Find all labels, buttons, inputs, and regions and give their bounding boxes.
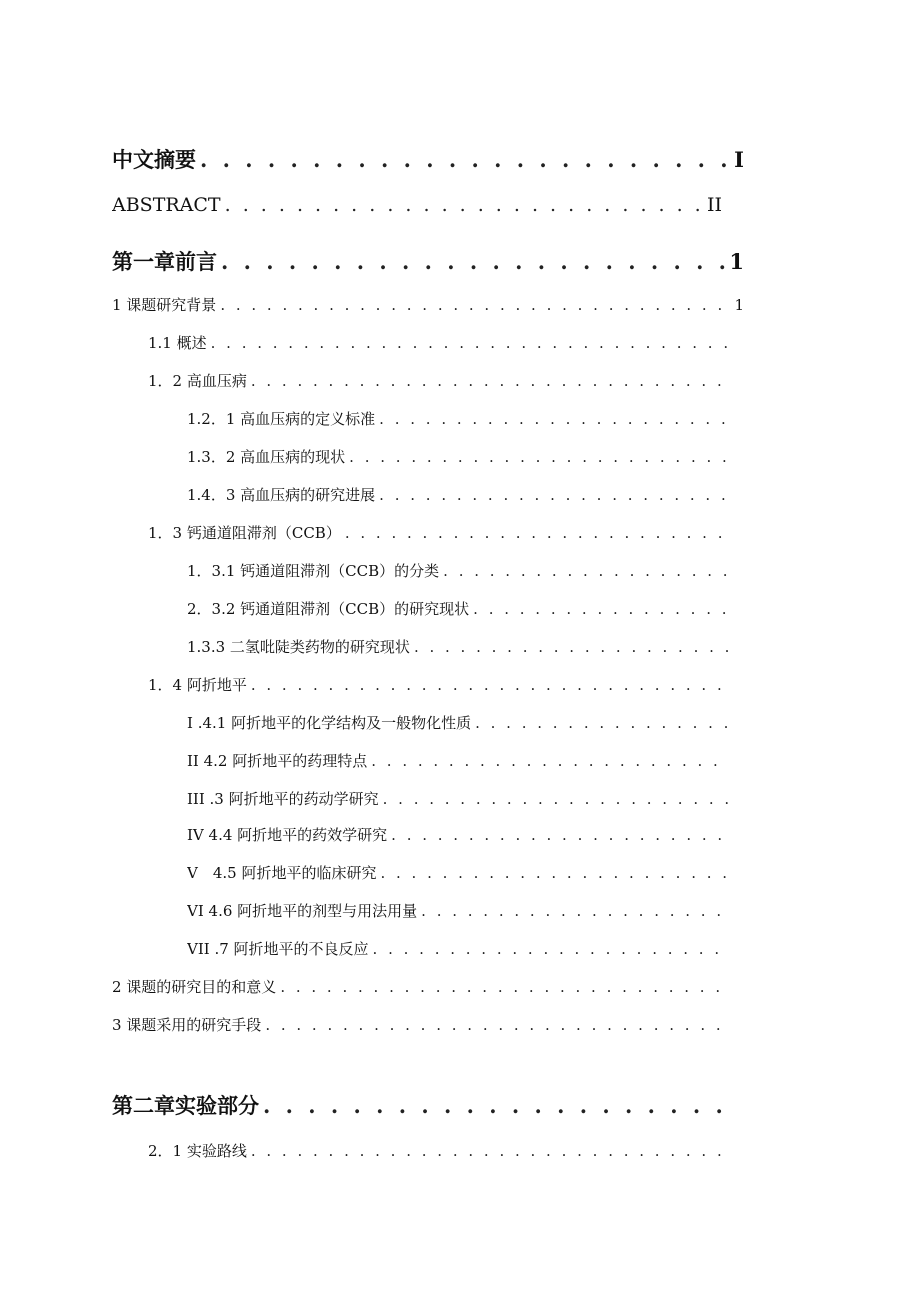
dot-leader xyxy=(265,1016,730,1034)
toc-entry[interactable] xyxy=(112,1014,732,1035)
dot-leader xyxy=(443,562,730,580)
dot-leader xyxy=(349,448,730,466)
dot-leader xyxy=(383,790,730,808)
toc-entry[interactable] xyxy=(187,750,732,771)
toc-entry[interactable] xyxy=(112,246,744,276)
toc-entry-title: II 4.2 阿折地平的药理特点 xyxy=(187,752,368,770)
toc-entry-title: 第二章实验部分 xyxy=(112,1093,259,1118)
toc-entry[interactable] xyxy=(112,144,744,174)
toc-entry[interactable] xyxy=(148,522,732,543)
toc-entry-page: 1 xyxy=(734,296,744,314)
toc-entry[interactable] xyxy=(187,446,732,467)
toc-entry-page: II xyxy=(706,194,722,216)
toc-entry[interactable] xyxy=(187,938,732,959)
toc-entry-title: 中文摘要 xyxy=(112,147,196,172)
toc-entry[interactable] xyxy=(112,294,744,315)
toc-entry-title: V 4.5 阿折地平的临床研究 xyxy=(187,864,377,882)
toc-entry-title: 2 课题的研究目的和意义 xyxy=(112,978,277,996)
toc-entry[interactable] xyxy=(187,900,732,921)
dot-leader xyxy=(200,147,732,172)
toc-entry[interactable] xyxy=(148,674,732,695)
dot-leader xyxy=(251,1142,730,1160)
dot-leader xyxy=(280,978,730,996)
toc-entry-title: VI 4.6 阿折地平的剂型与用法用量 xyxy=(187,902,418,920)
toc-entry-title: 2．1 实验路线 xyxy=(148,1142,247,1160)
dot-leader xyxy=(379,410,730,428)
dot-leader xyxy=(345,524,730,542)
toc-entry-title: 1．2 高血压病 xyxy=(148,372,247,390)
toc-entry-title: III .3 阿折地平的药动学研究 xyxy=(187,790,379,808)
toc-entry[interactable] xyxy=(148,332,740,353)
dot-leader xyxy=(380,864,730,882)
toc-entry[interactable] xyxy=(187,408,732,429)
toc-entry-title: ABSTRACT xyxy=(112,194,221,216)
toc-entry-page: 1 xyxy=(729,249,744,274)
dot-leader xyxy=(373,940,730,958)
toc-entry[interactable] xyxy=(187,560,732,581)
toc-entry[interactable] xyxy=(112,194,722,216)
toc-entry[interactable] xyxy=(148,1140,732,1161)
dot-leader xyxy=(211,334,738,352)
toc-entry-title: 3 课题采用的研究手段 xyxy=(112,1016,262,1034)
toc-entry[interactable] xyxy=(187,788,732,809)
dot-leader xyxy=(414,638,730,656)
dot-leader xyxy=(371,752,730,770)
dot-leader xyxy=(475,714,730,732)
toc-entry[interactable] xyxy=(187,598,732,619)
dot-leader xyxy=(379,486,730,504)
toc-entry[interactable] xyxy=(187,862,732,883)
toc-entry-title: 1.3.3 二氢吡陡类药物的研究现状 xyxy=(187,638,410,656)
toc-entry[interactable] xyxy=(112,976,732,997)
toc-entry-title: 1.4．3 高血压病的研究进展 xyxy=(187,486,376,504)
toc-entry-title: I .4.1 阿折地平的化学结构及一般物化性质 xyxy=(187,714,472,732)
dot-leader xyxy=(473,600,730,618)
dot-leader xyxy=(391,826,730,844)
dot-leader xyxy=(220,296,732,314)
toc-entry-title: 1．3.1 钙通道阻滞剂（CCB）的分类 xyxy=(187,562,440,580)
toc-entry-title: 第一章前言 xyxy=(112,249,217,274)
toc-entry-title: 1.1 概述 xyxy=(148,334,207,352)
dot-leader xyxy=(251,372,730,390)
toc-entry-title: 2．3.2 钙通道阻滞剂（CCB）的研究现状 xyxy=(187,600,470,618)
dot-leader xyxy=(251,676,730,694)
toc-entry-title: 1 课题研究背景 xyxy=(112,296,217,314)
toc-entry-title: 1．3 钙通道阻滞剂（CCB） xyxy=(148,524,341,542)
toc-entry-title: 1．4 阿折地平 xyxy=(148,676,247,694)
dot-leader xyxy=(263,1093,730,1118)
dot-leader xyxy=(221,249,727,274)
toc-entry-title: VII .7 阿折地平的不良反应 xyxy=(187,940,369,958)
dot-leader xyxy=(421,902,730,920)
dot-leader xyxy=(225,194,705,216)
toc-entry[interactable] xyxy=(148,370,732,391)
toc-entry-title: 1.2．1 高血压病的定义标准 xyxy=(187,410,376,428)
toc-entry[interactable] xyxy=(187,712,732,733)
toc-entry[interactable] xyxy=(112,1090,732,1120)
toc-entry-page: I xyxy=(734,147,744,172)
toc-entry-title: IV 4.4 阿折地平的药效学研究 xyxy=(187,826,388,844)
toc-entry[interactable] xyxy=(187,484,732,505)
toc-entry[interactable] xyxy=(187,636,732,657)
toc-entry-title: 1.3．2 高血压病的现状 xyxy=(187,448,346,466)
toc-entry[interactable] xyxy=(187,824,732,845)
